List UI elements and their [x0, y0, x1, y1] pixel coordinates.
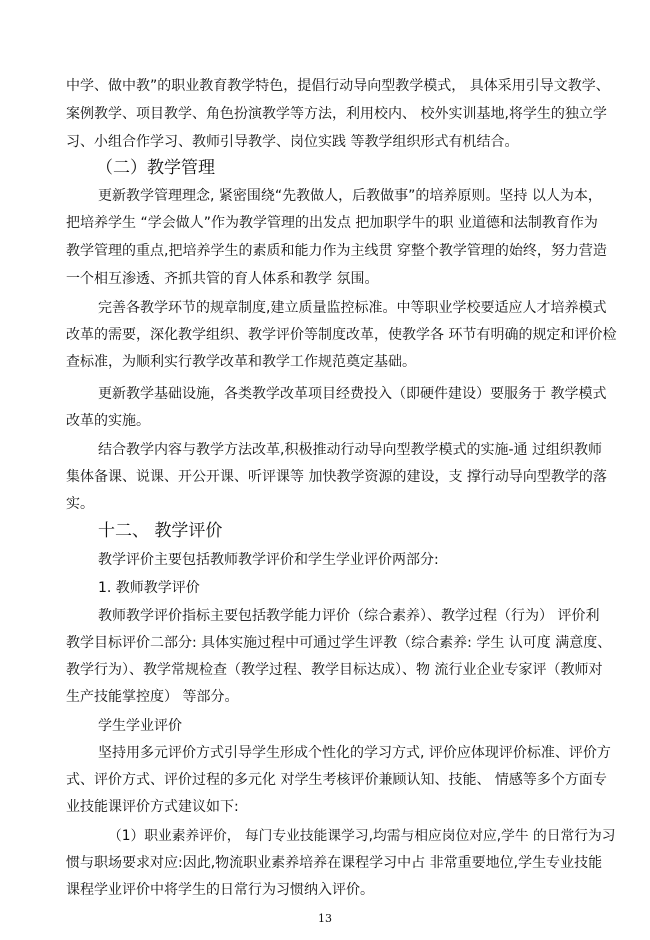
- paragraph-line: 教学评价主要包括教师教学评价和学生学业评价两部分:: [98, 552, 439, 568]
- paragraph-line: 完善各教学环节的规章制度,建立质量监控标准。中等职业学校要适应人才培养模式: [98, 300, 607, 316]
- section-heading: （二）教学管理: [96, 158, 215, 178]
- section-heading: 十二、 教学评价: [98, 521, 223, 541]
- paragraph-line: 一个相互渗透、齐抓共管的育人体系和教学 氛围。: [66, 271, 379, 287]
- paragraph-line: 生产技能掌控度） 等部分。: [66, 689, 239, 705]
- paragraph-line: 结合教学内容与教学方法改革,积极推动行动导向型教学模式的实施-通 过组织教师: [98, 442, 602, 458]
- paragraph-line: 查标准，为顺利实行教学改革和教学工作规范奠定基础。: [66, 354, 416, 370]
- paragraph-line: 改革的需要，深化教学组织、教学评价等制度改革，使教学各 环节有明确的规定和评价检: [66, 327, 617, 343]
- paragraph-line: 把培养学生 “学会做人”作为教学管理的出发点 把加职学牛的职 业道德和法制教育作为: [66, 215, 598, 231]
- subheading: 学生学业评价: [98, 718, 182, 734]
- paragraph-line: 教师教学评价指标主要包括教学能力评价（综合素养）、教学过程（行为） 评价利: [98, 608, 600, 624]
- paragraph-line: 式、评价方式、评价过程的多元化 对学生考核评价兼顾认知、技能、 情感等多个方面专: [66, 772, 607, 788]
- paragraph-line: 改革的实施。: [66, 413, 150, 429]
- paragraph-line: 坚持用多元评价方式引导学生形成个性化的学习方式, 评价应体现评价标准、评价方: [98, 745, 611, 761]
- paragraph-line: 中学、做中教”的职业教育教学特色，提倡行动导向型教学模式， 具体采用引导文教学、: [66, 78, 610, 94]
- paragraph-line: 实。: [66, 496, 94, 512]
- paragraph-line: 更新教学管理理念, 紧密围绕“先教做人，后教做事”的培养原则。坚持 以人为本，: [98, 188, 602, 204]
- paragraph-line: 习、小组合作学习、教师引导教学、岗位实践 等教学组织形式有机结合。: [66, 134, 519, 150]
- page-number: 13: [318, 912, 332, 925]
- paragraph-line: 惯与职场要求对应:因此,物流职业素养培养在课程学习中占 非常重要地位,学生专业技能: [66, 855, 603, 871]
- paragraph-line: 案例教学、项目教学、角色扮演教学等方法，利用校内、 校外实训基地,将学生的独立学: [66, 106, 607, 122]
- paragraph-line: （1）职业素养评价， 每门专业技能课学习,均需与相应岗位对应,学牛 的日常行为习: [108, 828, 616, 844]
- paragraph-line: 教学管理的重点,把培养学生的素质和能力作为主线贯 穿整个教学管理的始终，努力营造: [66, 243, 607, 259]
- paragraph-line: 教学目标评价二部分: 具体实施过程中可通过学生评教（综合素养: 学生 认可度 满意度、: [66, 635, 612, 651]
- subheading: 1. 教师教学评价: [98, 580, 200, 596]
- paragraph-line: 教学行为）、教学常规检查（教学过程、教学目标达成）、物 流行业企业专家评（教师对: [66, 662, 603, 678]
- paragraph-line: 业技能课评价方式建议如下:: [66, 799, 239, 815]
- paragraph-line: 课程学业评价中将学生的日常行为习惯纳入评价。: [66, 882, 374, 898]
- paragraph-line: 集体备课、说课、开公开课、听评课等 加快教学资源的建设，支 撑行动导向型教学的落: [66, 469, 607, 485]
- paragraph-line: 更新教学基础设施，各类教学改革项目经费投入（即硬件建设）要服务于 教学模式: [98, 386, 607, 402]
